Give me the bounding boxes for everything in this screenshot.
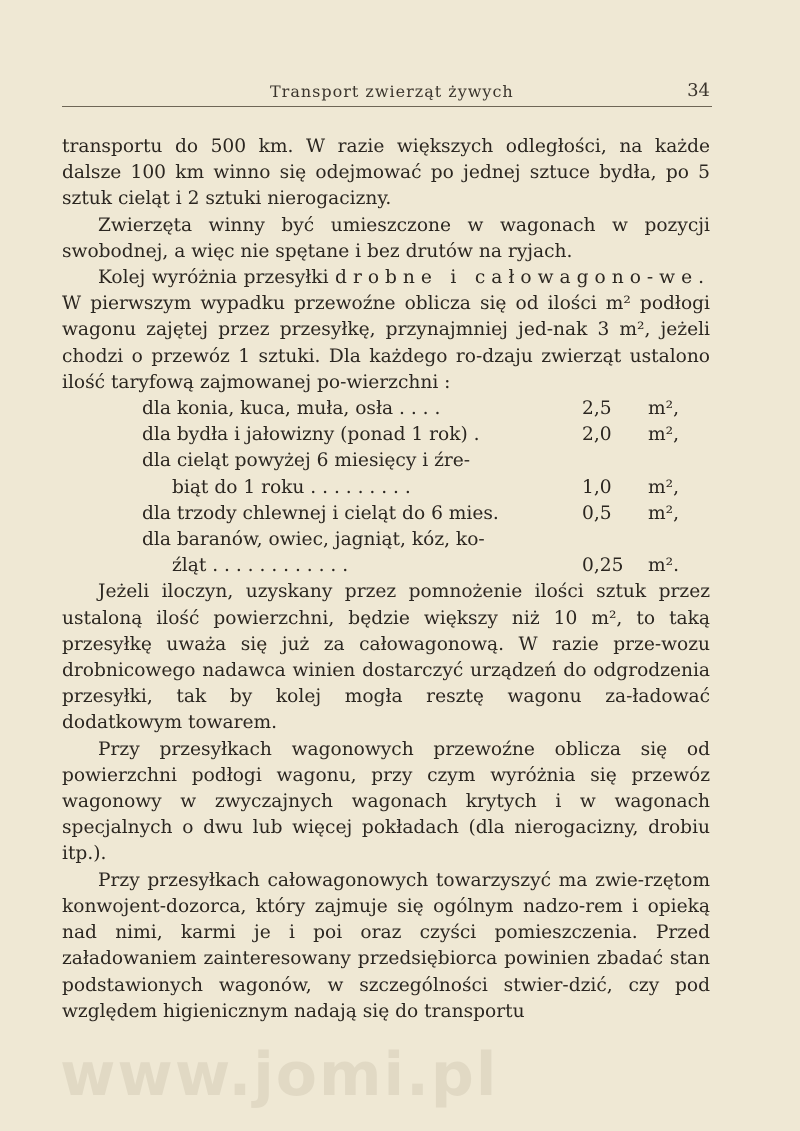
rate-value: 1,0 — [582, 476, 612, 498]
rate-label-continued: biąt do 1 roku . . . . . . . . . — [172, 476, 411, 498]
rate-row — [142, 448, 688, 474]
rate-row — [142, 553, 688, 579]
rate-label: dla bydła i jałowizny (ponad 1 rok) . — [142, 424, 480, 446]
rate-label: dla trzody chlewnej i cieląt do 6 mies. — [142, 502, 499, 524]
body-text — [62, 134, 710, 1025]
paragraph: Zwierzęta winny być umieszczone w wagonach w pozycji swobodnej, a więc nie spętane i bez drutów na ryjach. — [62, 214, 710, 262]
rate-value: 0,25 — [582, 555, 624, 577]
rate-row — [142, 475, 688, 501]
rate-unit: m². — [648, 555, 679, 577]
page-number: 34 — [687, 80, 710, 101]
rate-row — [142, 501, 688, 527]
rate-table — [142, 396, 688, 579]
rate-unit: m², — [648, 398, 679, 420]
rate-label: dla baranów, owiec, jagniąt, kóz, ko- — [142, 529, 485, 551]
paragraph: Przy przesyłkach całowagonowych towarzyszyć ma zwie-rzętom konwojent-dozorca, który zajmuje się ogólnym nadzo-rem i opieką nad nimi, karmi je i poi oraz czyści pomieszczenia. Przed załadowaniem zainteresowany przedsiębiorca powinien zbadać stan podstawionych wagonów, w szczególności stwier-dzić, czy pod względem higienicznym nadają się do transportu — [62, 869, 710, 1022]
rate-value: 2,0 — [582, 424, 612, 446]
paragraph-text: Kolej wyróżnia przesyłki — [98, 267, 336, 289]
rate-row — [142, 422, 688, 448]
rate-unit: m², — [648, 476, 679, 498]
paragraph: Przy przesyłkach wagonowych przewoźne oblicza się od powierzchni podłogi wagonu, przy czym wyróżnia się przewóz wagonowy w zwyczajnych wagonach krytych i w wagonach specjalnych o dwu lub więcej pokładach (dla nierogacizny, drobiu itp.). — [62, 738, 710, 865]
page-header — [62, 80, 712, 107]
rate-value: 2,5 — [582, 398, 612, 420]
rate-label: dla konia, kuca, muła, osła . . . . — [142, 398, 441, 420]
paragraph: transportu do 500 km. W razie większych odległości, na każde dalsze 100 km winno się odejmować po jednej sztuce bydła, po 5 sztuk cieląt i 2 sztuki nierogacizny. — [62, 136, 710, 210]
rate-label-continued: źląt . . . . . . . . . . . . — [172, 555, 349, 577]
running-title: Transport zwierząt żywych — [270, 82, 514, 101]
rate-row — [142, 396, 688, 422]
rate-unit: m², — [648, 424, 679, 446]
rate-label: dla cieląt powyżej 6 miesięcy i źre- — [142, 450, 471, 472]
rate-value: 0,5 — [582, 502, 612, 524]
rate-row — [142, 527, 688, 553]
spaced-emphasis: drobne i całowagono-we. — [335, 267, 710, 289]
rate-unit: m², — [648, 502, 679, 524]
watermark: www.jomi.pl — [60, 1040, 499, 1110]
paragraph — [62, 265, 710, 396]
paragraph: Jeżeli iloczyn, uzyskany przez pomnożenie ilości sztuk przez ustaloną ilość powierzchni, będzie większy niż 10 m², to taką przesyłkę uważa się już za całowagonową. W razie prze-wozu drobnicowego nadawca winien dostarczyć urządzeń do odgrodzenia przesyłki, tak by kolej mogła resztę wagonu za-ładować dodatkowym towarem. — [62, 581, 710, 734]
paragraph-text: W pierwszym wypadku przewoźne oblicza się od ilości m² podłogi wagonu zajętej przez przesyłkę, przynajmniej jed-nak 3 m², jeżeli chodzi o przewóz 1 sztuki. Dla każdego ro-dzaju zwierząt ustalono ilość taryfową zajmowanej po-wierzchni : — [62, 293, 710, 393]
